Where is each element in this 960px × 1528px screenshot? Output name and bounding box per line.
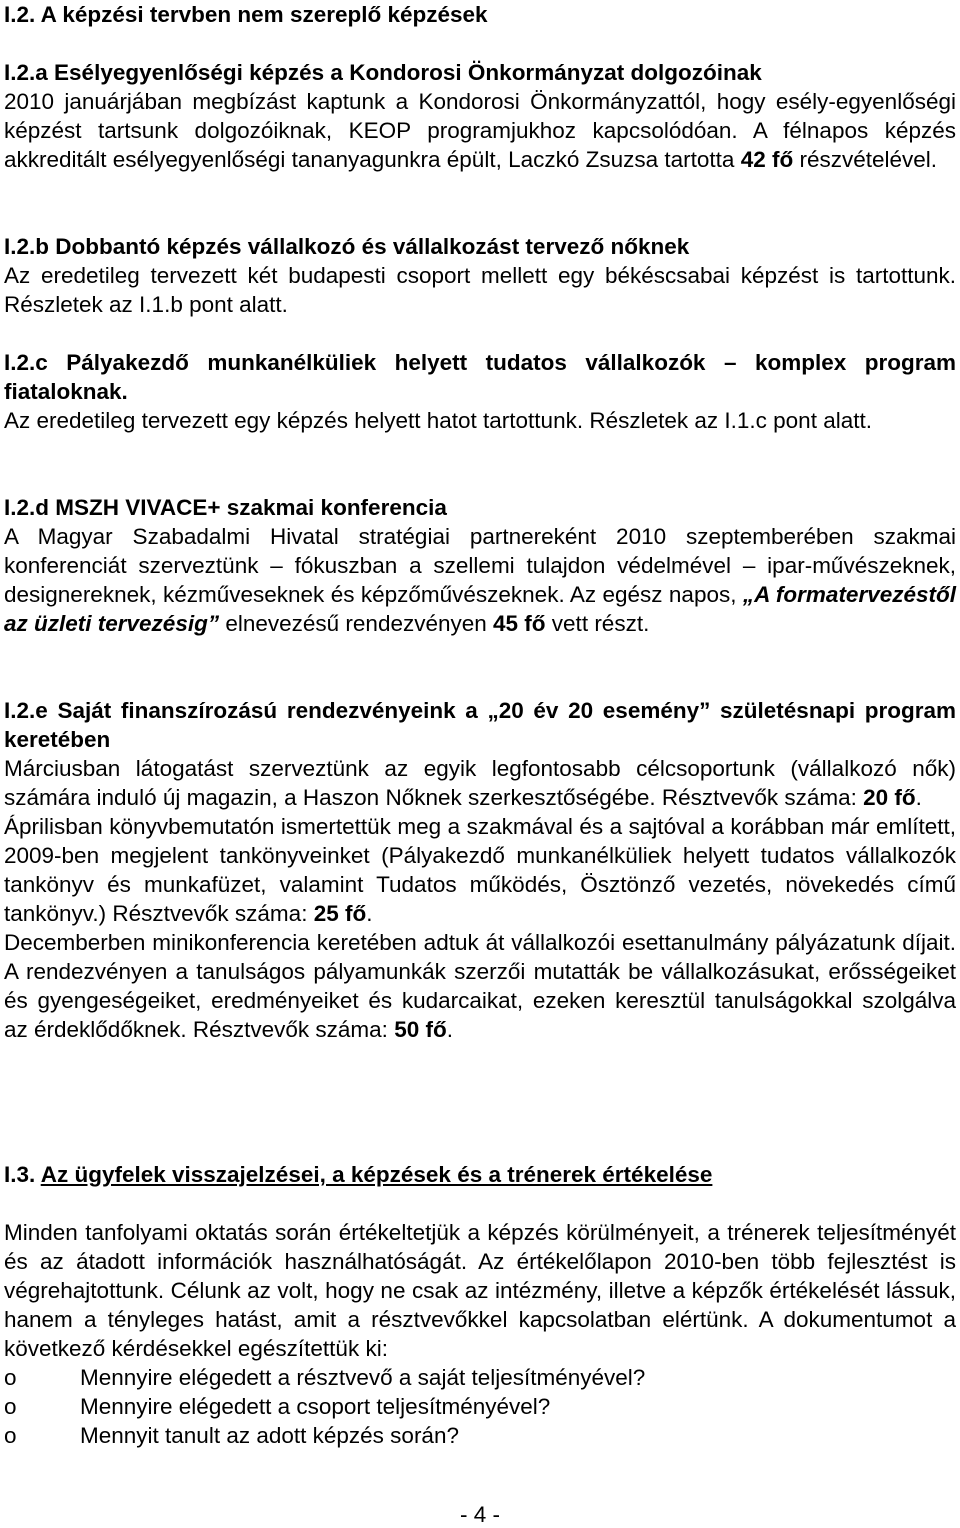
section-heading-i3: I.3. Az ügyfelek visszajelzései, a képzések és a trénerek értékelése [4, 1162, 713, 1187]
section-body-i2e-march: Márciusban látogatást szerveztünk az egyik legfontosabb célcsoportunk (vállalkozó nők) számára induló új magazin, a Haszon Nőknek szerkesztőségébe. Résztvevők száma: 20 fő. [4, 756, 956, 810]
page-number: - 4 - [459, 1502, 500, 1527]
section-title-i2b: I.2.b Dobbantó képzés vállalkozó és vállalkozást tervező nőknek [4, 234, 690, 259]
event-title: „A formatervezéstől az üzleti tervezésig” [4, 582, 956, 636]
section-title-i2c: I.2.c Pályakezdő munkanélküliek helyett tudatos vállalkozók – komplex program fiataloknak. [4, 350, 956, 404]
participant-count: 20 fő [863, 785, 916, 810]
section-body-i2e-december: Decemberben minikonferencia keretében adtuk át vállalkozói esettanulmány pályázatunk díjait. A rendezvényen a tanulságos pályamunkák szerzői mutatták be vállalkozásukat, erősségeiket és gyengeségeiket, eredményeiket és kudarcaikat, ezeken keresztül tanulságokkal szolgálva az érdeklődőknek. Résztvevők száma: 50 fő. [4, 930, 956, 1042]
section-heading-i2: I.2. A képzési tervben nem szereplő képzések [4, 2, 488, 27]
list-item: o Mennyire elégedett a résztvevő a saját teljesítményével? [4, 1365, 646, 1390]
section-i3 [4, 1160, 956, 1450]
section-body-i2e-april: Áprilisban könyvbemutatón ismertettük meg a szakmával és a sajtóval a korábban már említett, 2009-ben megjelent tankönyveinket (Pályakezdő munkanélküliek helyett tudatos vállalkozók tankönyv és munkafüzet, valamint Tudatos működés, Ösztönző vezetés, növekedés című tankönyv.) Résztvevők száma: 25 fő. [4, 814, 956, 926]
section-body-i2b: Az eredetileg tervezett két budapesti csoport mellett egy békéscsabai képzést is tartottunk. Részletek az I.1.b pont alatt. [4, 263, 956, 317]
list-item: o Mennyit tanult az adott képzés során? [4, 1423, 459, 1448]
section-i2b [4, 232, 956, 319]
section-title-i2a: I.2.a Esélyegyenlőségi képzés a Kondorosi Önkormányzat dolgozóinak [4, 60, 762, 85]
participant-count: 42 fő [740, 147, 794, 172]
participant-count: 50 fő [394, 1017, 447, 1042]
section-body-i3: Minden tanfolyami oktatás során értékeltetjük a képzés körülményeit, a trénerek teljesítményét és az átadott információk használhatóságát. Az értékelőlapon 2010-ben több fejlesztést is végrehajtottunk. Célunk az volt, hogy ne csak az intézmény, illetve a képzők értékelését lássuk, hanem a tényleges hatást, amit a résztvevőkkel kapcsolatban elértünk. A dokumentumot a következő kérdésekkel egészítettük ki: [4, 1220, 956, 1361]
bullet-icon: o [4, 1394, 17, 1419]
bullet-icon: o [4, 1423, 17, 1448]
participant-count: 25 fő [313, 901, 367, 926]
section-body-i2c: Az eredetileg tervezett egy képzés helyett hatot tartottunk. Részletek az I.1.c pont alatt. [4, 408, 872, 433]
section-title-i2e: I.2.e Saját finanszírozású rendezvényeink a „20 év 20 esemény” születésnapi program keretében [4, 698, 956, 752]
section-i2c [4, 348, 956, 435]
participant-count: 45 fő [493, 611, 546, 636]
section-i2a [4, 58, 956, 174]
section-i2e [4, 696, 956, 1044]
bullet-icon: o [4, 1365, 17, 1390]
section-body-i2a: 2010 januárjában megbízást kaptunk a Kondorosi Önkormányzattól, hogy esély-egyenlőségi képzést tartsunk dolgozóiknak, KEOP programjukhoz kapcsolódóan. A félnapos képzés akkreditált esélyegyenlőségi tananyagunkra épült, Laczkó Zsuzsa tartotta 42 fő részvételével. [4, 89, 956, 172]
question-list [4, 1363, 956, 1450]
section-title-i2d: I.2.d MSZH VIVACE+ szakmai konferencia [4, 495, 447, 520]
section-body-i2d: A Magyar Szabadalmi Hivatal stratégiai partnereként 2010 szeptemberében szakmai konferenciát szerveztünk – fókuszban a szellemi tulajdon védelmével – ipar-művészeknek, designereknek, kézműveseknek és képzőművészeknek. Az egész napos, „A formatervezéstől az üzleti tervezésig” elnevezésű rendezvényen 45 fő vett részt. [4, 524, 956, 636]
list-item: o Mennyire elégedett a csoport teljesítményével? [4, 1394, 551, 1419]
section-i2d [4, 493, 956, 638]
